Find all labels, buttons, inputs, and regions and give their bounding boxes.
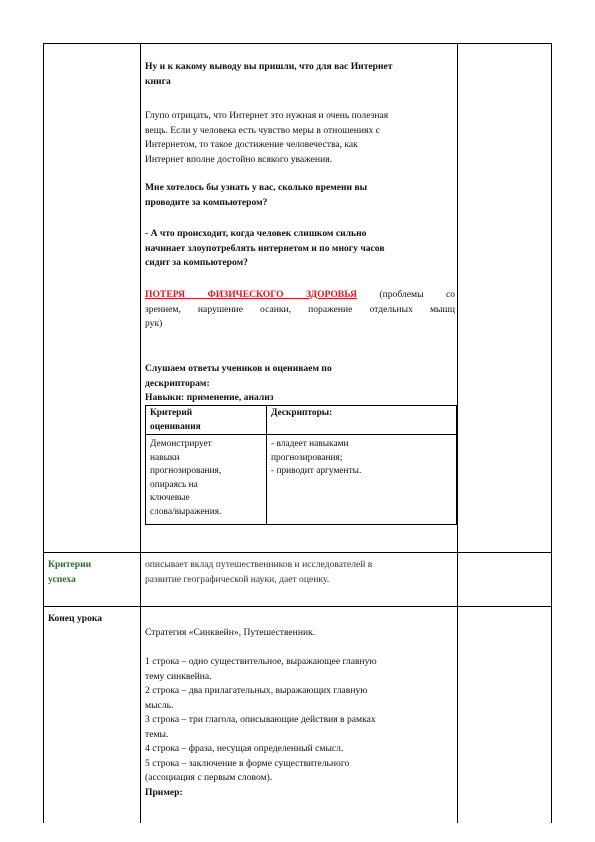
table-left-border [43, 43, 44, 823]
success-criteria-text: описывает вклад путешественников и исследователей в развитие географической науки, дает оценку. [145, 559, 373, 585]
example-label: Пример: [145, 786, 183, 798]
success-criteria-label: Критерии успеха [48, 559, 92, 585]
syncwine-lines: 1 строка – одно существительное, выражающее главную тему синквейна. 2 строка – два прилагательных, выражающих главную мысль. 3 строка – три глагола, описывающие действия в рамках темы. 4 строка – фраза, несущая определенный смысл. 5 строка – заключение в форме существительного (ассоциация с первым словом). Пример: [145, 655, 455, 800]
header-descriptors: Дескрипторы: [271, 408, 333, 418]
question-abuse: - А что происходит, когда человек слишком сильно начинает злоупотреблять интернетом и по многу часов сидит за компьютером? [145, 228, 385, 268]
question-conclusion: Ну и к какому выводу вы пришли, что для вас Интернет книга [145, 61, 393, 87]
row-divider-2 [43, 606, 552, 607]
health-loss-paragraph: ПОТЕРЯ ФИЗИЧЕСКОГО ЗДОРОВЬЯ (проблемы со зрением, нарушение осанки, поражение отдельных мышц рук) [145, 289, 456, 329]
health-loss-heading: ПОТЕРЯ ФИЗИЧЕСКОГО ЗДОРОВЬЯ [145, 289, 357, 300]
syncwine-strategy: Стратегия «Синквейн», Путешественник. [145, 627, 316, 638]
table-right-border [551, 43, 552, 823]
table-top-border [43, 43, 552, 44]
descriptors-cell: - владеет навыками прогнозирования; - приводит аргументы. [271, 439, 362, 476]
descriptor-table [145, 405, 457, 525]
criterion-cell: Демонстрирует навыки прогнозирования, опираясь на ключевые слова/выражения. [150, 439, 222, 517]
table-col-divider-2 [457, 43, 458, 823]
end-of-lesson-label: Конец урока [48, 613, 103, 624]
listen-answers: Слушаем ответы учеников и оцениваем по дескрипторам: Навыки: применение, анализ [145, 362, 455, 406]
question-time: Мне хотелось бы узнать у вас, сколько времени вы проводите за компьютером? [145, 182, 368, 208]
skills-line: Навыки: применение, анализ [145, 392, 274, 403]
header-criterion: Критерий оценивания [150, 408, 201, 432]
table-col-divider-1 [140, 43, 141, 823]
paragraph-internet: Глупо отрицать, что Интернет это нужная и очень полезная вещь. Если у человека есть чувство меры в отношениях с Интернетом, то такое достижение человечества, как Интернет вполне достойно всякого уважения. [145, 110, 389, 165]
row-divider-1 [43, 552, 552, 553]
